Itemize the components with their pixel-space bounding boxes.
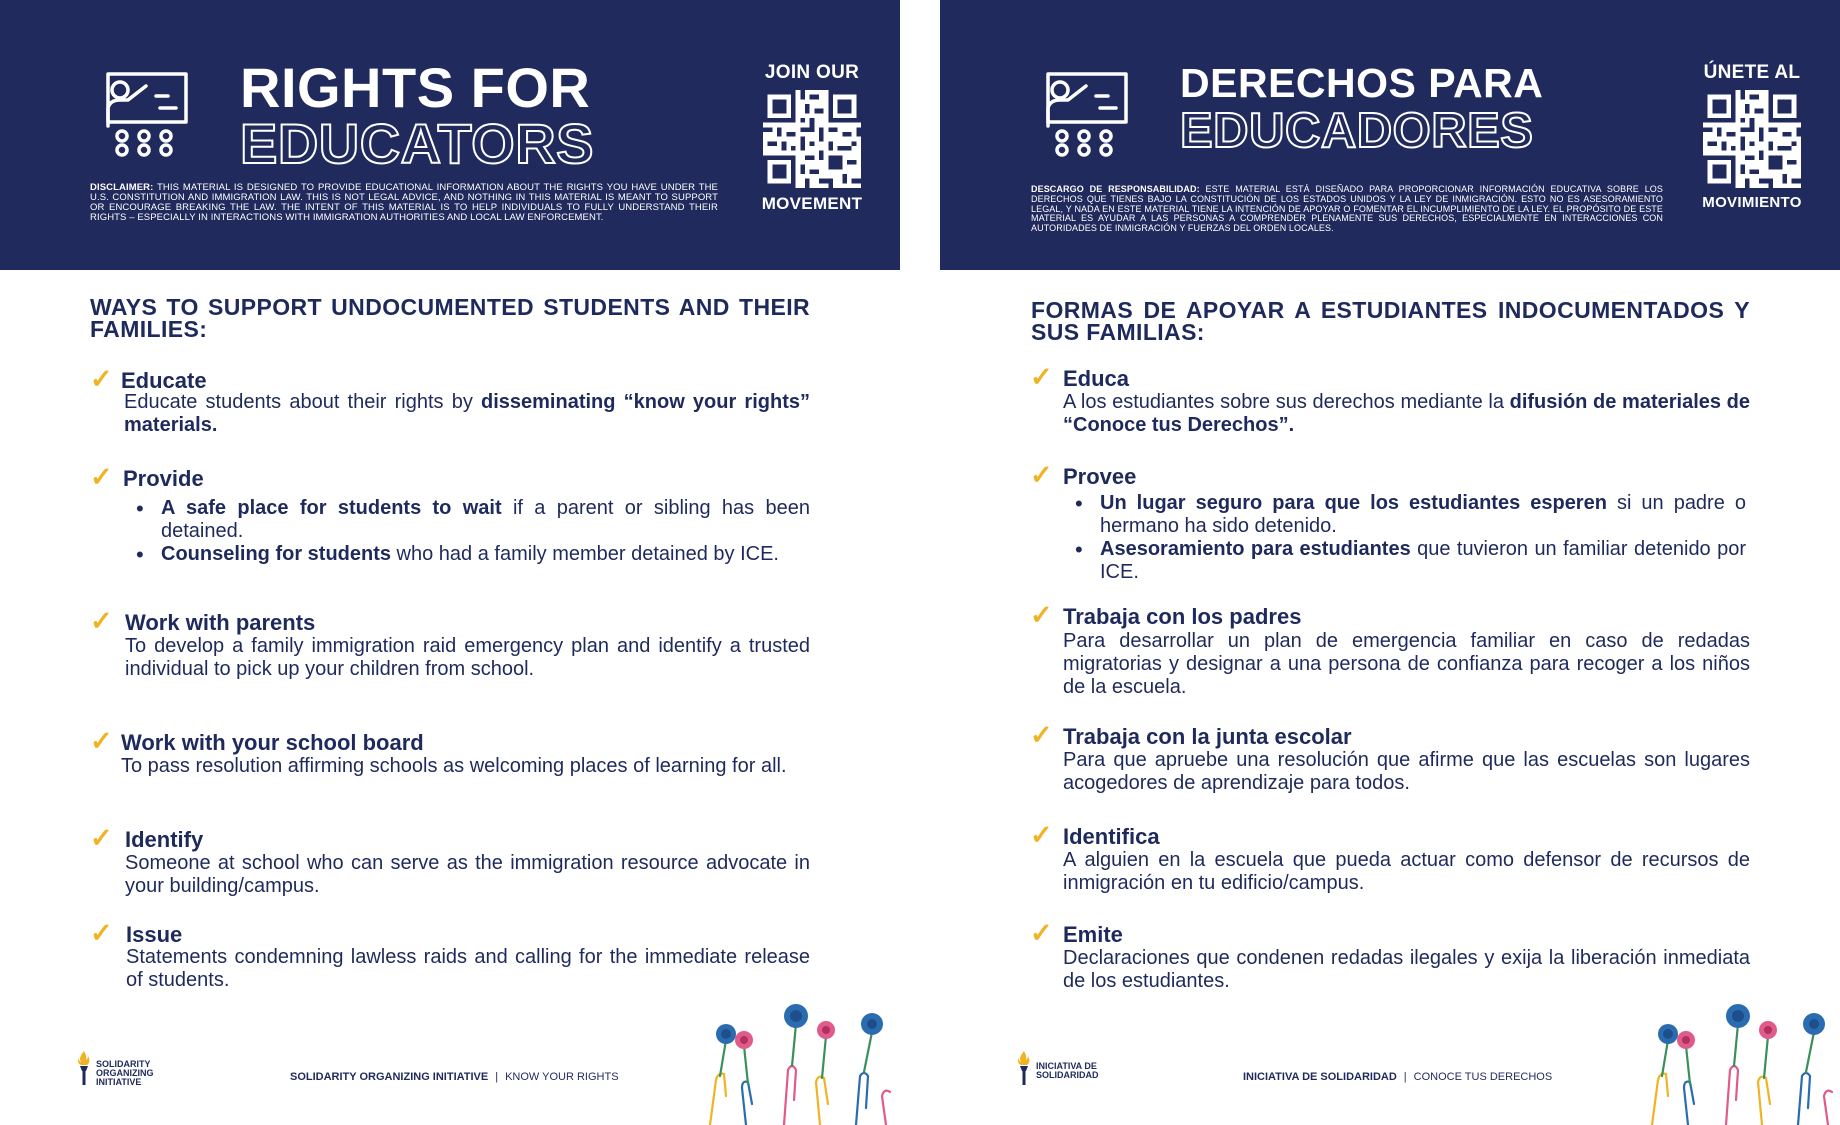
bullet-list	[1063, 492, 1746, 584]
checkmark-icon: ✓	[1030, 918, 1053, 948]
torch-icon	[76, 1050, 92, 1086]
qr-block	[752, 62, 872, 214]
bullet-list	[124, 497, 810, 566]
item-title: Provee	[1063, 464, 1137, 489]
footer-separator: |	[1403, 1071, 1407, 1083]
bullet-item	[124, 543, 810, 566]
qr-caption-bottom: MOVEMENT	[761, 194, 863, 213]
title	[1180, 60, 1543, 156]
checkmark-icon: ✓	[90, 606, 113, 636]
item-body: Declaraciones que condenen redadas ilegales y exija la liberación inmediata de los estudiantes.	[1063, 947, 1750, 992]
item-body: Someone at school who can serve as the immigration resource advocate in your building/campus.	[125, 852, 810, 897]
teacher-at-board-icon	[1038, 70, 1130, 160]
qr-caption-top: ÚNETE AL	[1703, 62, 1801, 83]
footer-logo	[76, 1050, 176, 1088]
item-body	[124, 391, 810, 437]
english-header	[0, 0, 900, 270]
item-title: Identifica	[1063, 824, 1160, 849]
footer-org: SOLIDARITY ORGANIZING INITIATIVE	[290, 1071, 489, 1083]
disclaimer	[90, 183, 718, 223]
bullet-bold: Un lugar seguro para que los estudiantes esperen	[1100, 492, 1607, 514]
footer-separator: |	[495, 1071, 499, 1083]
item-body-bold: difusión de materiales de “Conoce tus Derechos”.	[1063, 391, 1750, 436]
checkmark-icon: ✓	[1030, 362, 1053, 392]
torch-icon	[1016, 1050, 1032, 1086]
item-title: Work with your school board	[121, 730, 424, 755]
item-body: Statements condemning lawless raids and calling for the immediate release of students.	[126, 946, 810, 991]
disclaimer-text: ESTE MATERIAL ESTÁ DISEÑADO PARA PROPORCIONAR INFORMACIÓN EDUCATIVA SOBRE LOS DERECHOS QUE TIENES BAJO LA CONSTITUCIÓN DE LOS ESTADOS UNIDOS Y LA LEY DE INMIGRACIÓN. ESTO NO ES ASESORAMIENTO LEGAL, Y NADA EN ESTE MATERIAL TIENE LA INTENCIÓN DE APOYAR O FOMENTAR EL INCUMPLIMIENTO DE LA LEY. EL PROPÓSITO DE ESTE MATERIAL ES AYUDAR A LAS PERSONAS A COMPRENDER PLENAMENTE SUS DERECHOS, ESPECIALMENTE EN INTERACCIONES CON AUTORIDADES DE INMIGRACIÓN Y FUERZAS DEL ORDEN LOCALES.	[1031, 184, 1664, 234]
disclaimer-label: DESCARGO DE RESPONSABILIDAD:	[1031, 184, 1200, 194]
english-flyer	[0, 0, 900, 1125]
item-title: Work with parents	[125, 610, 316, 635]
spanish-header	[940, 0, 1840, 270]
raised-hands-with-flowers-illustration	[1638, 1000, 1838, 1125]
item-body: Para desarrollar un plan de emergencia familiar en caso de redadas migratorias y designar a una persona de confianza para recoger a los niños de la escuela.	[1063, 630, 1750, 698]
qr-code-icon[interactable]	[763, 90, 861, 188]
item-title: Educate	[121, 368, 207, 393]
qr-code-icon[interactable]	[1703, 90, 1801, 188]
bullet-bold: Asesoramiento para estudiantes	[1100, 538, 1411, 560]
item-title: Issue	[126, 922, 183, 947]
checkmark-icon: ✓	[90, 918, 113, 948]
section-heading: WAYS TO SUPPORT UNDOCUMENTED STUDENTS AND THEIR FAMILIES:	[90, 294, 810, 342]
item-title: Identify	[125, 827, 204, 852]
title-line-2: EDUCATORS	[240, 112, 595, 175]
checkmark-icon: ✓	[1030, 720, 1053, 750]
item-body: To pass resolution affirming schools as welcoming places of learning for all.	[121, 755, 787, 777]
checkmark-icon: ✓	[1030, 820, 1053, 850]
disclaimer	[1031, 185, 1663, 234]
item-body: A alguien en la escuela que pueda actuar como defensor de recursos de inmigración en tu edificio/campus.	[1063, 849, 1750, 894]
item-body-text: Educate students about their rights by	[124, 391, 481, 413]
bullet-text: si un padre o hermano ha sido detenido.	[1100, 492, 1746, 537]
item-body: Para que apruebe una resolución que afirme que las escuelas son lugares acogedores de aprendizaje para todos.	[1063, 749, 1750, 794]
item-title: Trabaja con la junta escolar	[1063, 724, 1352, 749]
teacher-at-board-icon	[98, 70, 190, 160]
bullet-item	[124, 497, 810, 543]
footer-logo-text: SOLIDARITY ORGANIZING INITIATIVE	[96, 1059, 154, 1087]
item-body-text: A los estudiantes sobre sus derechos mediante la	[1063, 391, 1510, 413]
qr-block	[1692, 62, 1812, 211]
title-line-1: DERECHOS PARA	[1180, 60, 1544, 106]
footer-logo	[1016, 1050, 1116, 1088]
footer-org: INICIATIVA DE SOLIDARIDAD	[1243, 1071, 1397, 1083]
title-line-1: RIGHTS FOR	[240, 56, 591, 119]
item-body-bold: disseminating “know your rights” materials.	[124, 391, 810, 436]
item-title: Trabaja con los padres	[1063, 604, 1302, 629]
spanish-flyer	[940, 0, 1840, 1125]
bullet-text: who had a family member detained by ICE.	[391, 543, 779, 565]
disclaimer-label: DISCLAIMER:	[90, 182, 154, 193]
title-line-2: EDUCADORES	[1180, 104, 1534, 158]
footer-tag: KNOW YOUR RIGHTS	[505, 1071, 619, 1083]
checkmark-icon: ✓	[1030, 460, 1053, 490]
bullet-bold: Counseling for students	[161, 543, 391, 565]
checkmark-icon: ✓	[90, 364, 113, 394]
raised-hands-with-flowers-illustration	[696, 1000, 896, 1125]
item-body	[1063, 391, 1750, 437]
item-title: Emite	[1063, 922, 1123, 947]
checkmark-icon: ✓	[90, 726, 113, 756]
footer-tagline	[1243, 1071, 1552, 1083]
title	[240, 56, 595, 175]
footer-tagline	[290, 1071, 619, 1083]
footer-tag: CONOCE TUS DERECHOS	[1413, 1071, 1553, 1083]
bullet-bold: A safe place for students to wait	[161, 497, 502, 519]
section-heading: FORMAS DE APOYAR A ESTUDIANTES INDOCUMENTADOS Y SUS FAMILIAS:	[1031, 297, 1750, 345]
disclaimer-text: THIS MATERIAL IS DESIGNED TO PROVIDE EDUCATIONAL INFORMATION ABOUT THE RIGHTS YOU HAVE UNDER THE U.S. CONSTITUTION AND IMMIGRATION LAW. THIS IS NOT LEGAL ADVICE, AND NOTHING IN THIS MATERIAL IS MEANT TO SUPPORT OR ENCOURAGE BREAKING THE LAW. THE INTENT OF THIS MATERIAL IS TO HELP INDIVIDUALS TO FULLY UNDERSTAND THEIR RIGHTS – ESPECIALLY IN INTERACTIONS WITH IMMIGRATION AUTHORITIES AND LOCAL LAW ENFORCEMENT.	[90, 182, 718, 223]
qr-caption-bottom: MOVIMIENTO	[1702, 194, 1802, 211]
bullet-item	[1063, 538, 1746, 584]
checkmark-icon: ✓	[90, 823, 113, 853]
qr-caption-top: JOIN OUR	[764, 62, 860, 83]
bullet-item	[1063, 492, 1746, 538]
item-body: To develop a family immigration raid emergency plan and identify a trusted individual to pick up your children from school.	[125, 635, 810, 680]
bullet-text: que tuvieron un familiar detenido por ICE.	[1100, 538, 1746, 583]
checkmark-icon: ✓	[90, 462, 113, 492]
footer-logo-text: INICIATIVA DE SOLIDARIDAD	[1036, 1061, 1099, 1080]
bullet-text: if a parent or sibling has been detained.	[161, 497, 810, 542]
checkmark-icon: ✓	[1030, 600, 1053, 630]
item-title: Educa	[1063, 366, 1130, 391]
item-title: Provide	[123, 466, 204, 491]
